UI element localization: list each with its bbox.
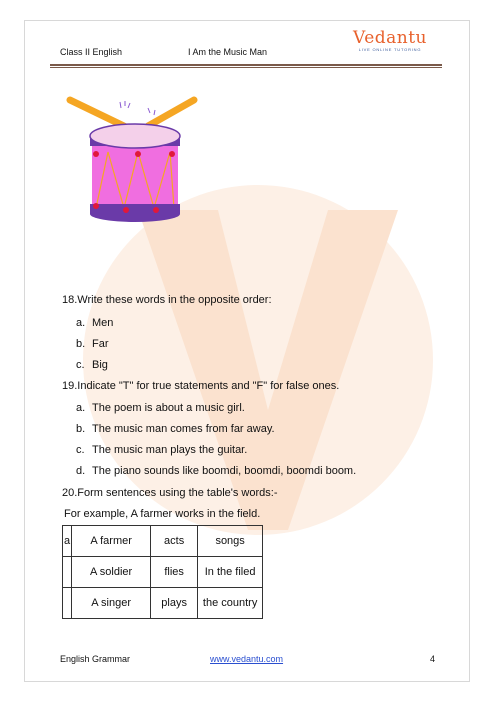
words-table xyxy=(62,525,263,619)
table-cell: the country xyxy=(198,588,263,619)
list-item: b. Far xyxy=(76,338,109,350)
table-cell: In the filed xyxy=(198,557,263,588)
table-cell: A soldier xyxy=(72,557,151,588)
footer-label: English Grammar xyxy=(60,654,131,664)
q18-text: 18.Write these words in the opposite order: xyxy=(62,294,272,306)
drum-illustration xyxy=(62,92,198,234)
table-row xyxy=(63,588,263,619)
q19-text: 19.Indicate "T" for true statements and "F" for false ones. xyxy=(62,380,340,392)
table-row xyxy=(63,557,263,588)
logo-tagline: LIVE ONLINE TUTORING xyxy=(358,47,422,52)
table-cell: flies xyxy=(151,557,198,588)
page-number: 4 xyxy=(430,654,436,664)
table-cell: plays xyxy=(151,588,198,619)
logo-name: Vedantu xyxy=(352,28,428,48)
list-item: c. Big xyxy=(76,359,108,371)
vedantu-logo xyxy=(345,30,435,53)
header-rule-thin xyxy=(50,67,442,68)
list-item: d. The piano sounds like boomdi, boomdi, boomdi boom. xyxy=(76,465,357,477)
table-row xyxy=(63,526,263,557)
table-cell xyxy=(63,557,72,588)
list-item: b. The music man comes from far away. xyxy=(76,423,275,435)
table-cell: A farmer xyxy=(72,526,151,557)
header-chapter: I Am the Music Man xyxy=(188,47,268,57)
list-item: a. Men xyxy=(76,317,114,329)
q20-example: For example, A farmer works in the field. xyxy=(64,508,261,520)
header-rule xyxy=(50,64,442,66)
header-subject: Class II English xyxy=(60,47,123,57)
list-item: a. The poem is about a music girl. xyxy=(76,402,245,414)
footer-link[interactable]: www.vedantu.com xyxy=(210,654,284,664)
q20-text: 20.Form sentences using the table's words:- xyxy=(62,487,278,499)
table-cell: a xyxy=(63,526,72,557)
table-cell xyxy=(63,588,72,619)
list-item: c. The music man plays the guitar. xyxy=(76,444,248,456)
table-cell: songs xyxy=(198,526,263,557)
table-cell: acts xyxy=(151,526,198,557)
table-cell: A singer xyxy=(72,588,151,619)
